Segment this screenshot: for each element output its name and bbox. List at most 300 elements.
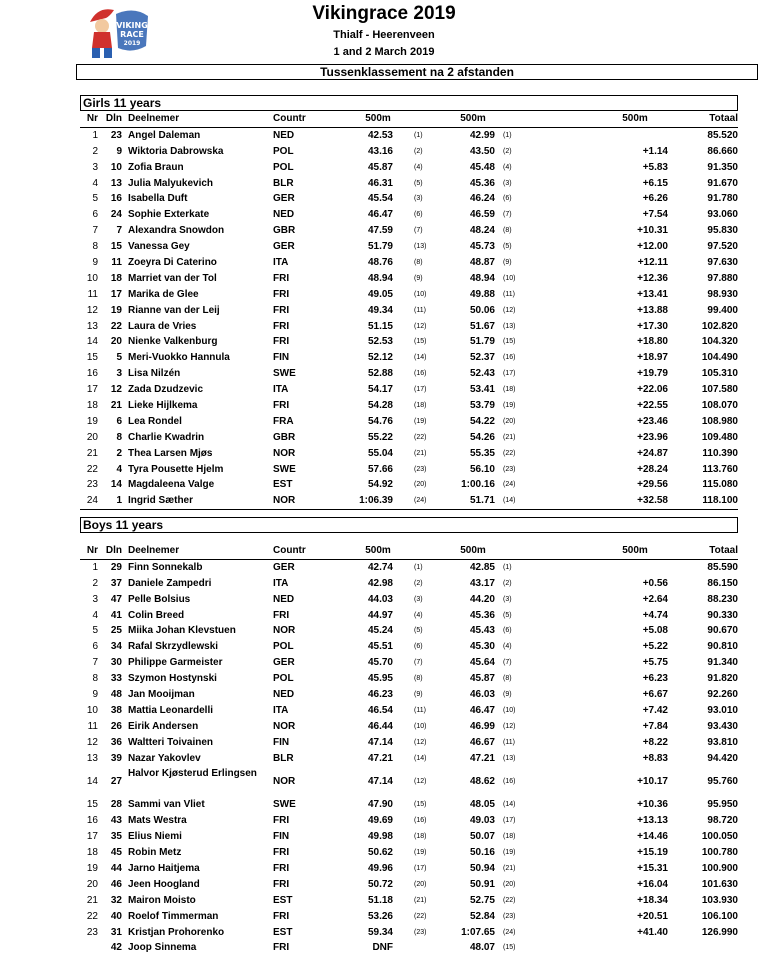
cell-country: NOR	[273, 775, 296, 787]
cell-name: Miika Johan Klevstuen	[128, 625, 236, 637]
cell-dln: 38	[110, 704, 122, 716]
cell-nr: 2	[92, 577, 98, 589]
cell-country: GBR	[273, 225, 296, 237]
cell-500m-2: 42.99	[469, 129, 495, 141]
cell-name: Mattia Leonardelli	[128, 704, 214, 716]
cell-500m-2: 51.67	[469, 320, 495, 332]
cell-diff: +23.46	[637, 415, 668, 427]
cell-total: 90.670	[707, 625, 738, 637]
cell-country: GER	[273, 561, 295, 573]
cell-place-1: (8)	[414, 675, 423, 683]
cell-total: 97.630	[707, 257, 738, 269]
cell-nr: 3	[92, 161, 98, 173]
col-nr: Nr	[86, 545, 98, 556]
cell-place-2: (21)	[503, 865, 516, 873]
table-row	[80, 191, 738, 207]
col-nr: Nr	[86, 113, 98, 124]
table-row	[80, 287, 738, 303]
cell-name: Mairon Moisto	[128, 894, 196, 906]
cell-name: Pelle Bolsius	[128, 593, 191, 605]
cell-total: 126.990	[701, 926, 738, 938]
cell-diff: +7.42	[642, 704, 668, 716]
table-row	[80, 382, 738, 398]
col-country: Countr	[273, 113, 306, 124]
cell-dln: 17	[110, 288, 122, 300]
cell-total: 107.580	[701, 384, 738, 396]
cell-total: 103.930	[701, 894, 738, 906]
cell-country: ITA	[273, 384, 289, 396]
cell-500m-2: 48.07	[469, 942, 495, 954]
cell-500m-1: DNF	[372, 942, 393, 954]
cell-dln: 6	[116, 415, 122, 427]
boys-rows	[80, 560, 738, 956]
cell-500m-1: 46.31	[367, 177, 393, 189]
cell-nr: 22	[86, 910, 98, 922]
cell-name: Lea Rondel	[128, 415, 182, 427]
cell-country: BLR	[273, 177, 294, 189]
cell-place-2: (15)	[503, 944, 516, 952]
cell-500m-1: 46.23	[367, 689, 393, 701]
cell-place-2: (5)	[503, 243, 512, 251]
cell-country: EST	[273, 926, 293, 938]
cell-place-1: (7)	[414, 227, 423, 235]
cell-country: FRI	[273, 910, 290, 922]
cell-place-2: (17)	[503, 370, 516, 378]
cell-nr: 4	[92, 609, 98, 621]
cell-nr: 16	[86, 815, 98, 827]
cell-place-1: (4)	[414, 611, 423, 619]
cell-total: 95.830	[707, 225, 738, 237]
cell-country: FRI	[273, 336, 290, 348]
cell-total: 100.900	[701, 863, 738, 875]
cell-500m-2: 46.99	[469, 720, 495, 732]
cell-name: Rianne van der Leij	[128, 304, 220, 316]
col-dln: Dln	[105, 113, 122, 124]
cell-total: 92.260	[707, 689, 738, 701]
cell-place-1: (22)	[414, 433, 427, 441]
cell-500m-2: 1:07.65	[461, 926, 495, 938]
cell-500m-1: 57.66	[367, 463, 393, 475]
cell-country: FIN	[273, 831, 290, 843]
table-row	[80, 223, 738, 239]
cell-500m-2: 48.62	[469, 775, 495, 787]
cell-place-2: (1)	[503, 563, 512, 571]
cell-place-2: (2)	[503, 579, 512, 587]
cell-place-2: (6)	[503, 195, 512, 203]
cell-total: 85.590	[707, 561, 738, 573]
cell-total: 100.050	[701, 831, 738, 843]
cell-diff: +19.79	[637, 368, 668, 380]
girls-column-header	[80, 111, 738, 128]
cell-diff: +13.41	[637, 288, 668, 300]
cell-500m-1: 55.22	[367, 431, 393, 443]
table-row	[80, 414, 738, 430]
cell-500m-2: 54.22	[469, 415, 495, 427]
svg-text:RACE: RACE	[120, 30, 144, 39]
cell-place-1: (21)	[414, 896, 427, 904]
cell-diff: +10.17	[637, 775, 668, 787]
cell-name: Nazar Yakovlev	[128, 752, 201, 764]
cell-place-1: (5)	[414, 627, 423, 635]
cell-place-1: (2)	[414, 579, 423, 587]
cell-500m-1: 55.04	[367, 447, 393, 459]
cell-500m-1: 54.92	[367, 479, 393, 491]
cell-country: ITA	[273, 704, 289, 716]
cell-name: Alexandra Snowdon	[128, 225, 225, 237]
cell-country: SWE	[273, 799, 296, 811]
table-row	[80, 303, 738, 319]
cell-diff: +41.40	[637, 926, 668, 938]
table-row	[80, 608, 738, 624]
cell-nr: 21	[86, 894, 98, 906]
cell-dln: 7	[116, 225, 122, 237]
cell-total: 98.930	[707, 288, 738, 300]
cell-500m-2: 46.59	[469, 209, 495, 221]
cell-total: 90.330	[707, 609, 738, 621]
table-row	[80, 160, 738, 176]
cell-dln: 39	[110, 752, 122, 764]
cell-nr: 19	[86, 415, 98, 427]
col-country: Countr	[273, 545, 306, 556]
cell-place-1: (14)	[414, 754, 427, 762]
cell-500m-2: 45.43	[469, 625, 495, 637]
cell-dln: 40	[110, 910, 122, 922]
cell-name: Lisa Nilzén	[128, 368, 181, 380]
cell-total: 106.100	[701, 910, 738, 922]
cell-nr: 17	[86, 384, 98, 396]
cell-country: FRI	[273, 272, 290, 284]
cell-dln: 47	[110, 593, 122, 605]
cell-total: 93.060	[707, 209, 738, 221]
cell-dln: 14	[110, 479, 122, 491]
cell-dln: 44	[110, 863, 122, 875]
cell-name: Joop Sinnema	[128, 942, 197, 954]
cell-diff: +5.75	[642, 657, 668, 669]
cell-place-2: (8)	[503, 675, 512, 683]
cell-name: Philippe Garmeister	[128, 657, 223, 669]
cell-nr: 5	[92, 625, 98, 637]
cell-diff: +6.26	[642, 193, 668, 205]
cell-place-1: (5)	[414, 179, 423, 187]
cell-500m-1: 47.90	[367, 799, 393, 811]
cell-500m-1: 45.54	[367, 193, 393, 205]
cell-name: Colin Breed	[128, 609, 185, 621]
cell-name: Zoeyra Di Caterino	[128, 257, 217, 269]
cell-total: 93.810	[707, 736, 738, 748]
cell-500m-1: 54.17	[367, 384, 393, 396]
cell-country: EST	[273, 894, 293, 906]
table-row	[80, 797, 738, 813]
cell-place-2: (11)	[503, 290, 515, 298]
cell-500m-2: 48.05	[469, 799, 495, 811]
cell-nr: 18	[86, 847, 98, 859]
cell-name: Nienke Valkenburg	[128, 336, 218, 348]
cell-nr: 7	[92, 225, 98, 237]
col-500m-1: 500m	[365, 113, 391, 124]
table-row	[80, 829, 738, 845]
cell-500m-2: 45.87	[469, 673, 495, 685]
table-row	[80, 576, 738, 592]
cell-place-2: (24)	[503, 481, 516, 489]
cell-country: GER	[273, 193, 295, 205]
cell-500m-2: 44.20	[469, 593, 495, 605]
cell-nr: 13	[86, 320, 98, 332]
cell-nr: 22	[86, 463, 98, 475]
cell-place-2: (17)	[503, 817, 516, 825]
cell-dln: 26	[110, 720, 122, 732]
cell-place-1: (17)	[414, 386, 427, 394]
cell-500m-1: 45.51	[367, 641, 393, 653]
cell-place-1: (1)	[414, 563, 423, 571]
cell-name: Magdaleena Valge	[128, 479, 215, 491]
cell-diff: +6.15	[642, 177, 668, 189]
cell-500m-2: 45.36	[469, 609, 495, 621]
col-500m-diff: 500m	[622, 113, 648, 124]
cell-500m-1: 1:06.39	[359, 495, 393, 507]
cell-500m-1: 50.62	[367, 847, 393, 859]
cell-name: Laura de Vries	[128, 320, 197, 332]
col-500m-2: 500m	[460, 545, 486, 556]
cell-500m-2: 52.75	[469, 894, 495, 906]
cell-diff: +6.67	[642, 689, 668, 701]
cell-500m-1: 42.98	[367, 577, 393, 589]
cell-dln: 23	[110, 129, 122, 141]
svg-text:2019: 2019	[123, 40, 141, 47]
cell-place-1: (18)	[414, 402, 427, 410]
cell-500m-2: 45.30	[469, 641, 495, 653]
cell-name: Jeen Hoogland	[128, 878, 200, 890]
col-500m-1: 500m	[365, 545, 391, 556]
cell-place-2: (20)	[503, 880, 516, 888]
cell-dln: 15	[110, 241, 122, 253]
col-500m-diff: 500m	[622, 545, 648, 556]
cell-nr: 10	[86, 704, 98, 716]
cell-dln: 37	[110, 577, 122, 589]
table-row	[80, 639, 738, 655]
cell-nr: 21	[86, 447, 98, 459]
cell-500m-2: 43.50	[469, 145, 495, 157]
cell-diff: +16.04	[637, 878, 668, 890]
cell-country: POL	[273, 145, 294, 157]
cell-dln: 24	[110, 209, 122, 221]
cell-place-1: (23)	[414, 465, 427, 473]
girls-section	[80, 95, 738, 510]
table-row	[80, 430, 738, 446]
cell-place-2: (9)	[503, 691, 512, 699]
cell-500m-1: 42.53	[367, 129, 393, 141]
cell-diff: +1.14	[642, 145, 668, 157]
cell-500m-1: 51.15	[367, 320, 393, 332]
cell-diff: +17.30	[637, 320, 668, 332]
cell-place-1: (10)	[414, 722, 427, 730]
cell-place-2: (14)	[503, 801, 516, 809]
table-row	[80, 319, 738, 335]
cell-500m-2: 46.67	[469, 736, 495, 748]
cell-total: 100.780	[701, 847, 738, 859]
cell-500m-1: 49.96	[367, 863, 393, 875]
cell-dln: 42	[110, 942, 122, 954]
cell-dln: 4	[116, 463, 122, 475]
table-row	[80, 813, 738, 829]
table-row	[80, 925, 738, 941]
cell-dln: 19	[110, 304, 122, 316]
cell-country: NOR	[273, 625, 296, 637]
cell-500m-1: 47.14	[367, 736, 393, 748]
cell-nr: 4	[92, 177, 98, 189]
cell-diff: +13.13	[637, 815, 668, 827]
table-row	[80, 592, 738, 608]
cell-500m-2: 50.16	[469, 847, 495, 859]
cell-place-1: (12)	[414, 777, 427, 785]
cell-total: 109.480	[701, 431, 738, 443]
table-row	[80, 144, 738, 160]
cell-nr: 12	[86, 736, 98, 748]
cell-nr: 15	[86, 799, 98, 811]
cell-place-2: (7)	[503, 659, 512, 667]
cell-500m-1: 47.21	[367, 752, 393, 764]
cell-place-2: (6)	[503, 627, 512, 635]
cell-500m-1: 46.44	[367, 720, 393, 732]
cell-dln: 3	[116, 368, 122, 380]
cell-country: SWE	[273, 368, 296, 380]
cell-500m-2: 54.26	[469, 431, 495, 443]
cell-nr: 6	[92, 641, 98, 653]
cell-diff: +8.83	[642, 752, 668, 764]
boys-section	[80, 517, 738, 956]
cell-500m-2: 53.41	[469, 384, 495, 396]
cell-500m-2: 47.21	[469, 752, 495, 764]
cell-500m-1: 45.24	[367, 625, 393, 637]
cell-place-2: (11)	[503, 738, 515, 746]
cell-country: FRI	[273, 320, 290, 332]
cell-total: 118.100	[702, 495, 738, 507]
cell-place-1: (4)	[414, 163, 423, 171]
table-row	[80, 207, 738, 223]
cell-500m-2: 52.84	[469, 910, 495, 922]
cell-500m-1: 48.76	[367, 257, 393, 269]
cell-country: NED	[273, 129, 295, 141]
standings-banner: Tussenklassement na 2 afstanden	[76, 64, 758, 80]
cell-total: 91.820	[707, 673, 738, 685]
cell-500m-2: 45.48	[469, 161, 495, 173]
table-row	[80, 735, 738, 751]
cell-dln: 21	[110, 400, 122, 412]
cell-dln: 11	[111, 257, 122, 269]
girls-rows	[80, 128, 738, 510]
cell-place-1: (20)	[414, 880, 427, 888]
cell-country: FRI	[273, 400, 290, 412]
cell-diff: +10.31	[637, 225, 668, 237]
cell-place-2: (8)	[503, 227, 512, 235]
cell-500m-2: 1:00.16	[461, 479, 495, 491]
table-row	[80, 766, 738, 797]
cell-country: GBR	[273, 431, 296, 443]
cell-500m-2: 52.43	[469, 368, 495, 380]
cell-nr: 9	[92, 689, 98, 701]
cell-place-2: (16)	[503, 354, 516, 362]
cell-place-1: (24)	[414, 497, 427, 505]
cell-country: FRI	[273, 304, 290, 316]
cell-place-2: (10)	[503, 274, 516, 282]
cell-country: BLR	[273, 752, 294, 764]
cell-500m-1: 42.74	[367, 561, 393, 573]
cell-place-1: (12)	[414, 322, 427, 330]
cell-nr: 23	[86, 926, 98, 938]
cell-dln: 1	[116, 495, 122, 507]
cell-total: 91.780	[707, 193, 738, 205]
cell-place-1: (8)	[414, 259, 423, 267]
date-label: 1 and 2 March 2019	[333, 46, 435, 58]
cell-place-2: (9)	[503, 259, 512, 267]
cell-nr: 8	[92, 673, 98, 685]
cell-name: Sammi van Vliet	[128, 799, 205, 811]
cell-500m-2: 51.79	[469, 336, 495, 348]
cell-500m-2: 56.10	[469, 463, 495, 475]
cell-place-2: (3)	[503, 179, 512, 187]
cell-place-1: (11)	[414, 306, 426, 314]
cell-name: Vanessa Gey	[128, 241, 190, 253]
cell-name: Marriet van der Tol	[128, 272, 217, 284]
cell-500m-1: 49.05	[367, 288, 393, 300]
cell-nr: 10	[86, 272, 98, 284]
cell-500m-1: 49.98	[367, 831, 393, 843]
cell-place-1: (22)	[414, 912, 427, 920]
cell-total: 85.520	[707, 129, 738, 141]
cell-place-2: (19)	[503, 402, 516, 410]
cell-place-2: (13)	[503, 322, 516, 330]
cell-total: 95.950	[707, 799, 738, 811]
cell-diff: +22.55	[637, 400, 668, 412]
cell-place-2: (22)	[503, 896, 516, 904]
cell-place-2: (23)	[503, 912, 516, 920]
cell-place-1: (12)	[414, 738, 427, 746]
cell-diff: +8.22	[642, 736, 668, 748]
cell-dln: 34	[110, 641, 122, 653]
cell-diff: +32.58	[637, 495, 668, 507]
table-row	[80, 861, 738, 877]
cell-nr: 14	[86, 775, 98, 787]
cell-nr: 15	[86, 352, 98, 364]
cell-diff: +18.34	[637, 894, 668, 906]
cell-500m-1: 45.87	[367, 161, 393, 173]
cell-country: NED	[273, 593, 295, 605]
boys-section-title: Boys 11 years	[80, 517, 738, 533]
col-name: Deelnemer	[128, 545, 180, 556]
cell-diff: +13.88	[637, 304, 668, 316]
cell-name: Rafal Skrzydlewski	[128, 641, 219, 653]
cell-diff: +6.23	[642, 673, 668, 685]
table-row	[80, 751, 738, 767]
cell-name: Halvor Kjøsterud Erlingsen	[128, 768, 257, 780]
cell-nr: 23	[86, 479, 98, 491]
cell-country: EST	[273, 479, 293, 491]
cell-500m-1: 52.53	[367, 336, 393, 348]
table-row	[80, 477, 738, 493]
cell-country: FRA	[273, 415, 294, 427]
cell-name: Jan Mooijman	[128, 689, 195, 701]
cell-500m-2: 45.36	[469, 177, 495, 189]
cell-place-1: (19)	[414, 417, 427, 425]
cell-dln: 10	[110, 161, 122, 173]
cell-500m-1: 51.79	[367, 241, 393, 253]
cell-diff: +18.97	[637, 352, 668, 364]
cell-total: 104.320	[701, 336, 738, 348]
cell-dln: 33	[110, 673, 122, 685]
cell-dln: 27	[110, 775, 122, 787]
table-row	[80, 366, 738, 382]
cell-diff: +24.87	[637, 447, 668, 459]
cell-nr: 20	[86, 431, 98, 443]
